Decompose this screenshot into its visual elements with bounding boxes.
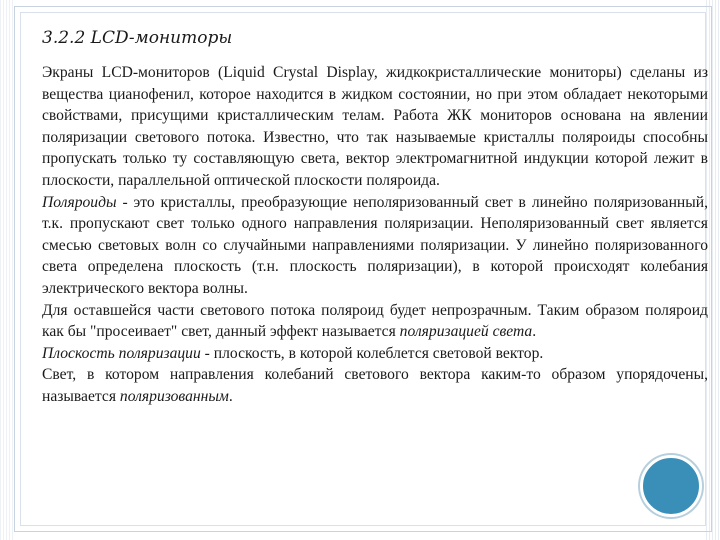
paragraph-text: Свет, в котором направления колебаний светового вектора каким-то образом упорядочены, называется <box>42 366 708 405</box>
paragraph-text: Экраны LCD-мониторов (Liquid Crystal Display, жидкокристаллические мониторы) сделаны из вещества цианофенил, которое находится в жидком состоянии, но при этом обладает некоторыми свойствами, присущими кристаллическим телам. Работа ЖК мониторов основана на явлении поляризации светового потока. Известно, что так называемые кристаллы поляроиды способны пропускать только ту составляющую света, вектор электромагнитной индукции которой лежит в плоскости, параллельной оптической плоскости поляроида. <box>42 64 708 189</box>
paragraph-text: - плоскость, в которой колеблется световой вектор. <box>200 344 544 362</box>
section-heading: 3.2.2 LCD-мониторы <box>42 28 233 48</box>
body-text <box>42 62 708 408</box>
paragraph-text: - это кристаллы, преобразующие неполяризованный свет в линейно поляризованный, т.к. пропускают свет только одного направления поляризации. Неполяризованный свет является смесью световых волн со случайными направлениями поляризации. У линейно поляризованного света определена плоскость (т.н. плоскость поляризации), в которой происходят колебания электрического вектора волны. <box>42 193 708 297</box>
term-polaroids: Поляроиды <box>42 193 117 211</box>
decorative-circle <box>640 455 702 517</box>
term-polarization-plane: Плоскость поляризации <box>42 344 201 362</box>
term-light-polarization: поляризацией света <box>399 323 533 341</box>
term-polarized: поляризованным <box>119 387 229 405</box>
paragraph-tail: . <box>228 387 233 405</box>
paragraph-polarization-plane <box>42 343 708 365</box>
left-stripe-decoration <box>0 0 14 540</box>
paragraph-polarized-light <box>42 364 708 407</box>
paragraph-remaining-light <box>42 300 708 343</box>
paragraph-text: Для оставшейся части светового потока поляроид будет непрозрачным. Таким образом поляроид как бы "просеивает" свет, данный эффект называется <box>42 301 708 341</box>
paragraph-lcd-intro <box>42 62 708 192</box>
paragraph-polaroids <box>42 192 708 300</box>
paragraph-tail: . <box>532 323 537 341</box>
